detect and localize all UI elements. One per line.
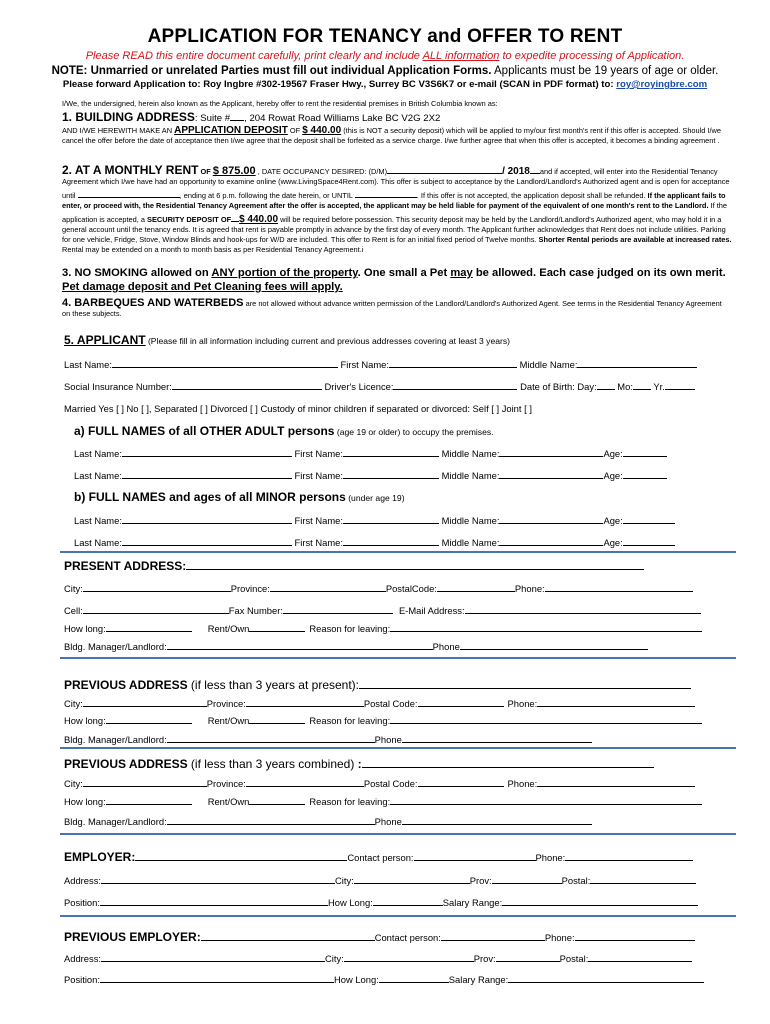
deposit-label: APPLICATION DEPOSIT (174, 125, 288, 136)
minors-label: b) FULL NAMES and ages of all MINOR persons (74, 490, 346, 504)
security-gap (231, 211, 239, 222)
present-phone-field[interactable] (545, 582, 693, 592)
prev1-reason-field[interactable] (390, 714, 702, 724)
occupancy-month-field[interactable] (447, 163, 502, 174)
occupancy-year: / 2018 (502, 166, 530, 177)
previous-address-1-header (64, 676, 691, 692)
prev2-manager-field[interactable] (167, 815, 375, 825)
minor-middle-name-field[interactable] (499, 514, 603, 524)
dob-label: Date of Birth: Day: (520, 381, 597, 392)
rentown-label: Rent/Own (207, 796, 250, 807)
prevemp-postal-field[interactable] (588, 952, 692, 962)
employer-address-row (64, 874, 696, 886)
prev2-howlong-field[interactable] (106, 795, 192, 805)
adults-note: (age 19 or older) to occupy the premises. (334, 427, 494, 437)
minors-note: (under age 19) (345, 493, 405, 503)
present-manager-phone-field[interactable] (460, 640, 648, 650)
salary-label: Salary Range: (448, 974, 509, 985)
yr-label: Yr. (653, 381, 665, 392)
age-label: Age: (603, 448, 623, 459)
prevemp-prov-field[interactable] (496, 952, 560, 962)
refund-text: . If this offer is not accepted, the application deposit shall be refunded. (416, 191, 646, 200)
employer-header-row (64, 848, 693, 864)
read-all: ALL information (422, 50, 500, 62)
minor-age-field[interactable] (623, 536, 675, 546)
manager-label: Bldg. Manager/Landlord: (64, 816, 167, 827)
employer-name-field[interactable] (135, 848, 347, 861)
until-field[interactable] (355, 187, 417, 198)
last-name-label: Last Name: (74, 537, 122, 548)
intro-text: I/We, the undersigned, herein also known as the Applicant, hereby offer to rent the residential premises in British Columbia known as: (62, 99, 498, 108)
prevemp-label: PREVIOUS EMPLOYER: (64, 930, 201, 944)
adult-age-field[interactable] (623, 447, 667, 457)
adults-label: a) FULL NAMES of all OTHER ADULT persons (74, 424, 335, 438)
licence-field[interactable] (393, 380, 517, 390)
rentown-label: Rent/Own (207, 623, 250, 634)
prev1-manager-row (64, 733, 592, 745)
howlong-label: How long: (64, 623, 106, 634)
barbeques-section (62, 298, 732, 319)
bbq-text: are not allowed without advance written permission of the Landlord/Landlord's Authorized Agent. See terms in the Residential Tenancy Agreement on these subjects. (62, 299, 722, 318)
rent-label: 2. AT A MONTHLY RENT (62, 163, 199, 177)
adult-first-name-field[interactable] (343, 469, 439, 479)
minor-first-name-field[interactable] (343, 536, 439, 546)
prev1-city-field[interactable] (83, 697, 207, 707)
previous-employer-header-row (64, 928, 695, 944)
read-post: to expedite processing of Application. (499, 50, 685, 62)
minor-row (74, 514, 675, 526)
bbq-label: 4. BARBEQUES AND WATERBEDS (62, 297, 244, 309)
prev1-address-field[interactable] (359, 676, 691, 689)
manager-label: Bldg. Manager/Landlord: (64, 641, 167, 652)
present-howlong-row (64, 622, 702, 634)
prev2-address-field[interactable] (362, 755, 654, 768)
read-pre: Please READ this entire document carefully, print clearly and include (85, 50, 423, 62)
employer-label: EMPLOYER: (64, 850, 136, 864)
monthly-rent-paragraph (62, 163, 732, 255)
forward-text: Please forward Application to: Roy Ingbre #302-19567 Fraser Hwy., Surrey BC V3S6K7 or e-mail (SCAN in PDF format) to: (62, 79, 617, 90)
last-name-label: Last Name: (74, 470, 122, 481)
sin-label: Social Insurance Number: (64, 381, 172, 392)
read-instruction (0, 50, 770, 62)
present-address-header (64, 557, 644, 573)
prevemp-position-row (64, 973, 704, 985)
phone-label: Phone: (535, 852, 566, 863)
last-name-label: Last Name: (74, 515, 122, 526)
employer-howlong-field[interactable] (373, 896, 443, 906)
smoking-t3: . One small a Pet (357, 267, 451, 279)
present-email-field[interactable] (465, 604, 701, 614)
postal-label: Postal Code: (363, 778, 418, 789)
phone-label: Phone: (507, 778, 538, 789)
prev1-province-field[interactable] (246, 697, 364, 707)
dob-year-field[interactable] (665, 380, 695, 390)
rentown-label: Rent/Own (207, 715, 250, 726)
employer-city-field[interactable] (354, 874, 470, 884)
phone-label: Phone: (507, 698, 538, 709)
suite-label: : Suite # (194, 113, 231, 124)
minor-row (74, 536, 675, 548)
postal-label: Postal: (559, 953, 589, 964)
adult-age-field[interactable] (623, 469, 667, 479)
rent-end: Rental may be extended on a month to month basis as per Residential Tenancy Agreement.i (62, 245, 364, 254)
present-howlong-field[interactable] (106, 622, 192, 632)
shorter-text: Shorter Rental periods are available at increased rates. (536, 235, 732, 244)
section-divider (60, 747, 736, 749)
first-name-label: First Name: (294, 537, 343, 548)
smoking-t4: may (450, 267, 473, 279)
dob-day-field[interactable] (597, 380, 615, 390)
first-name-label: First Name: (340, 359, 389, 370)
marital-row[interactable]: Married Yes [ ] No [ ], Separated [ ] Divorced [ ] Custody of minor children if separated or divorced: Self [ ] Joint [ ] (64, 403, 532, 414)
applicant-id-row (64, 380, 695, 392)
applicant-middle-name-field[interactable] (577, 358, 697, 368)
age-label: Age: (603, 470, 623, 481)
prev2-manager-phone-field[interactable] (402, 815, 592, 825)
employer-position-row (64, 896, 698, 908)
postal-label: PostalCode: (385, 583, 437, 594)
position-label: Position: (64, 974, 100, 985)
province-label: Province: (206, 698, 246, 709)
section-divider (60, 833, 736, 835)
liability-text: If the applicant fails to enter, or proceed with, the Residential Tenancy Agreement after the offer is accepted, the applicant may be held liable for payment of the equivalent of one month's rent to the Landlord. (62, 191, 726, 210)
prev2-province-field[interactable] (246, 777, 364, 787)
middle-name-label: Middle Name: (441, 470, 500, 481)
security-amount: $ 440.00 (239, 214, 279, 225)
middle-name-label: Middle Name: (441, 515, 500, 526)
contact-label: Contact person: (347, 852, 414, 863)
applicant-header (64, 333, 510, 347)
occupancy-date-field[interactable] (387, 163, 447, 174)
rent-after: and if accepted, will enter into the Residential Tenancy Agreement which I/we have had an opportunity to examine online (www.LivingSpace4Rent.com). This offer is subject to acceptance by the Landlord/Landlord's Authorized agent and is open for acceptance until (62, 167, 730, 200)
prev2-note: (if less than 3 years combined) (187, 757, 358, 771)
email-label: E-Mail Address: (398, 605, 465, 616)
applicant-label: 5. APPLICANT (64, 333, 146, 347)
present-reason-field[interactable] (390, 622, 702, 632)
province-label: Province: (230, 583, 270, 594)
previous-address-2-header (64, 755, 654, 771)
postal-label: Postal Code: (363, 698, 418, 709)
city-label: City: (64, 778, 83, 789)
smoking-t2: ANY portion of the property (211, 267, 358, 279)
manager-label: Bldg. Manager/Landlord: (64, 734, 167, 745)
prevemp-address-row (64, 952, 692, 964)
minors-header (74, 490, 405, 504)
adult-last-name-field[interactable] (122, 469, 292, 479)
form-title: APPLICATION FOR TENANCY and OFFER TO RENT (147, 26, 623, 47)
manager-phone-label: Phone (432, 641, 460, 652)
security-pre: If the application is accepted, a (62, 201, 727, 224)
employer-salary-field[interactable] (502, 896, 698, 906)
prev2-postal-field[interactable] (418, 777, 504, 787)
until-mid: , ending at 6 p.m. following the date herein, or UNTIL (179, 191, 355, 200)
smoking-t1: 3. NO SMOKING allowed on (62, 267, 212, 279)
employer-postal-field[interactable] (590, 874, 696, 884)
age-label: Age: (603, 515, 623, 526)
present-label: PRESENT ADDRESS: (64, 559, 187, 573)
applicant-first-name-field[interactable] (389, 358, 517, 368)
employer-contact-field[interactable] (414, 850, 536, 861)
first-name-label: First Name: (294, 515, 343, 526)
manager-phone-label: Phone (374, 816, 402, 827)
middle-name-label: Middle Name: (441, 448, 500, 459)
howlong-label: How Long: (327, 897, 373, 908)
prevemp-phone-field[interactable] (575, 930, 695, 941)
minor-first-name-field[interactable] (343, 514, 439, 524)
mo-label: Mo: (617, 381, 633, 392)
dob-month-field[interactable] (633, 380, 651, 390)
contact-label: Contact person: (374, 932, 441, 943)
employer-address-field[interactable] (101, 874, 335, 884)
deposit-pre: AND I/WE HEREWITH MAKE AN (62, 126, 175, 135)
salary-label: Salary Range: (442, 897, 503, 908)
prev2-manager-row (64, 815, 592, 827)
minor-age-field[interactable] (623, 514, 675, 524)
prevemp-address-field[interactable] (101, 952, 325, 962)
first-name-label: First Name: (294, 470, 343, 481)
present-cell-field[interactable] (83, 604, 229, 614)
prov-label: Prov: (469, 875, 492, 886)
cell-label: Cell: (64, 605, 83, 616)
province-label: Province: (206, 778, 246, 789)
note-bold: NOTE: Unmarried or unrelated Parties must fill out individual Application Forms. (51, 65, 492, 77)
middle-name-label: Middle Name: (441, 537, 500, 548)
city-label: City: (325, 953, 344, 964)
reason-label: Reason for leaving: (309, 796, 391, 807)
deposit-paragraph (62, 126, 732, 146)
city-label: City: (335, 875, 354, 886)
minor-last-name-field[interactable] (122, 514, 292, 524)
prev1-manager-phone-field[interactable] (402, 733, 592, 743)
city-label: City: (64, 583, 83, 594)
applicant-note: (Please fill in all information including current and previous addresses covering at least 3 years) (145, 336, 511, 346)
prev1-postal-field[interactable] (418, 697, 504, 707)
present-postal-field[interactable] (437, 582, 515, 592)
adult-row (74, 469, 667, 481)
deposit-post: (this is NOT a security deposit) which will be applied to my/our first month's rent if this offer is accepted. Should I/we cancel the offer before the date of acceptance then I/we agree that the deposit shall be forfeited as a service charge. I/we further agree that when this offer is accepted, it becomes a binding agreement . (62, 126, 722, 145)
present-city-field[interactable] (83, 582, 231, 592)
present-city-row (64, 582, 693, 594)
present-address-field[interactable] (186, 557, 644, 570)
employer-phone-field[interactable] (565, 850, 693, 861)
suite-field[interactable] (230, 110, 244, 121)
middle-name-label: Middle Name: (519, 359, 578, 370)
security-label: SECURITY DEPOSIT OF (147, 215, 232, 224)
prevemp-salary-field[interactable] (508, 973, 704, 983)
present-fax-field[interactable] (283, 604, 393, 614)
prev1-label: PREVIOUS ADDRESS (64, 678, 188, 692)
prevemp-name-field[interactable] (201, 928, 375, 941)
prev1-note: (if less than 3 years at present): (187, 678, 360, 692)
prevemp-howlong-field[interactable] (379, 973, 449, 983)
occupancy-label: , DATE OCCUPANCY DESIRED: (D/M) (255, 167, 388, 176)
note-rest: Applicants must be 19 years of age or older. (491, 65, 719, 77)
howlong-label: How long: (64, 715, 106, 726)
phone-label: Phone: (544, 932, 575, 943)
age-label: Age: (603, 537, 623, 548)
section-divider (60, 915, 736, 917)
prevemp-contact-field[interactable] (441, 930, 545, 941)
present-manager-field[interactable] (167, 640, 433, 650)
employer-position-field[interactable] (100, 896, 328, 906)
howlong-label: How Long: (333, 974, 379, 985)
forward-line (0, 79, 770, 90)
deposit-of: OF (287, 126, 303, 135)
prev1-howlong-field[interactable] (106, 714, 192, 724)
note-line (0, 65, 770, 77)
prov-label: Prov: (473, 953, 496, 964)
city-label: City: (64, 698, 83, 709)
adult-first-name-field[interactable] (343, 447, 439, 457)
address-label: Address: (64, 875, 101, 886)
phone-label: Phone: (514, 583, 545, 594)
present-manager-row (64, 640, 648, 652)
occupancy-year-field[interactable] (530, 163, 540, 174)
deposit-amount: $ 440.00 (302, 125, 342, 136)
last-name-label: Last Name: (64, 359, 112, 370)
reason-label: Reason for leaving: (309, 623, 391, 634)
security-post: will be required before possession. This security deposit may be held by the Landlord/Landlord's Authorized agent, who may hold it in a general account until the tenancy ends. It is agreed that rent is payable promptly in advance by the first day of every month. The Applicant further acknowledges that Rent does not include utilities. Parking for one vehicle, Fridge, Stove, Window Blinds and hook-ups for W/D are included. This offer to Rent is for an initial fixed period of Twelve months. (62, 215, 726, 244)
employer-prov-field[interactable] (492, 874, 562, 884)
prev1-howlong-row (64, 714, 702, 726)
manager-phone-label: Phone (374, 734, 402, 745)
minor-middle-name-field[interactable] (499, 536, 603, 546)
smoking-t6: Pet damage deposit and Pet Cleaning fees will apply. (62, 281, 343, 293)
building-address-value: , 204 Rowat Road Williams Lake BC V2G 2X2 (244, 113, 441, 124)
prev2-city-row (64, 777, 695, 789)
prev2-rentown-field[interactable] (249, 795, 305, 805)
prevemp-city-field[interactable] (344, 952, 474, 962)
no-smoking-section (62, 266, 732, 294)
adults-header (74, 424, 494, 438)
rent-of: OF (198, 167, 213, 176)
address-label: Address: (64, 953, 101, 964)
prev2-label: PREVIOUS ADDRESS (64, 757, 188, 771)
prev1-manager-field[interactable] (167, 733, 375, 743)
adult-middle-name-field[interactable] (499, 469, 603, 479)
fax-label: Fax Number: (228, 605, 283, 616)
howlong-label: How long: (64, 796, 106, 807)
prev2-reason-field[interactable] (390, 795, 702, 805)
adult-row (74, 447, 667, 459)
acceptance-until-field[interactable] (78, 187, 180, 198)
applicant-last-name-field[interactable] (112, 358, 338, 368)
present-contact-row (64, 604, 701, 616)
first-name-label: First Name: (294, 448, 343, 459)
prev1-rentown-field[interactable] (249, 714, 305, 724)
section-building-address (62, 110, 732, 124)
email-link[interactable]: roy@royingbre.com (616, 79, 708, 90)
last-name-label: Last Name: (74, 448, 122, 459)
smoking-t5: be allowed. Each case judged on its own merit. (472, 267, 726, 279)
section-divider (60, 551, 736, 553)
applicant-name-row (64, 358, 697, 370)
sin-field[interactable] (172, 380, 322, 390)
present-province-field[interactable] (270, 582, 386, 592)
position-label: Position: (64, 897, 100, 908)
adult-middle-name-field[interactable] (499, 447, 603, 457)
reason-label: Reason for leaving: (309, 715, 391, 726)
prev1-city-row (64, 697, 695, 709)
prev2-colon: : (357, 757, 362, 771)
adult-last-name-field[interactable] (122, 447, 292, 457)
rent-amount: $ 875.00 (212, 165, 256, 177)
prev2-city-field[interactable] (83, 777, 207, 787)
prev2-howlong-row (64, 795, 702, 807)
minor-last-name-field[interactable] (122, 536, 292, 546)
prev1-phone-field[interactable] (537, 697, 695, 707)
present-rentown-field[interactable] (249, 622, 305, 632)
prev2-phone-field[interactable] (537, 777, 695, 787)
building-address-label: 1. BUILDING ADDRESS (62, 110, 195, 124)
prevemp-position-field[interactable] (100, 973, 334, 983)
section-divider (60, 657, 736, 659)
licence-label: Driver's Licence: (324, 381, 394, 392)
postal-label: Postal: (561, 875, 591, 886)
